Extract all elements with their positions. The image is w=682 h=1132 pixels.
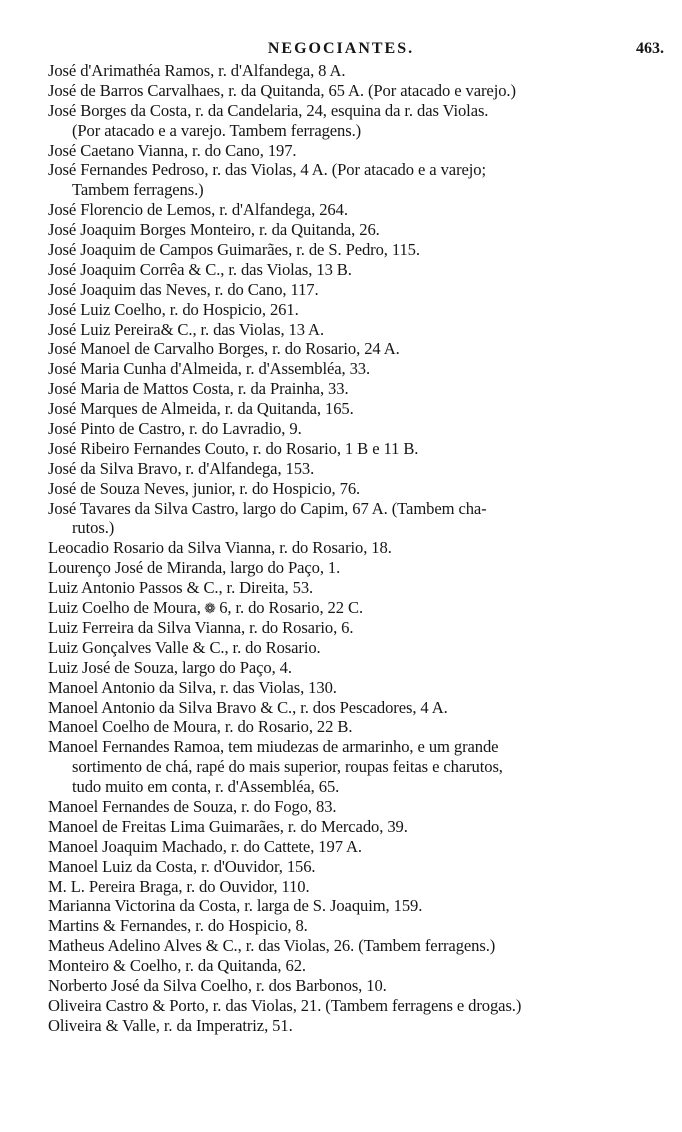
merchant-entry [48, 399, 638, 419]
merchant-entry [48, 996, 638, 1016]
merchant-entry [48, 976, 638, 996]
entry-line: Luiz Antonio Passos & C., r. Direita, 53. [48, 578, 314, 598]
entry-line: Manoel Fernandes Ramoa, tem miudezas de armarinho, e um grande [48, 737, 499, 757]
merchant-entry [48, 797, 638, 817]
entry-line: Oliveira Castro & Porto, r. das Violas, 21. (Tambem ferragens e drogas.) [48, 995, 522, 1015]
entry-line: José Borges da Costa, r. da Candelaria, 24, esquina da r. das Violas. [48, 100, 489, 120]
entry-line: Manoel Antonio da Silva Bravo & C., r. dos Pescadores, 4 A. [48, 697, 448, 717]
entry-line: José Maria de Mattos Costa, r. da Prainha, 33. [48, 379, 349, 399]
entry-line: Martins & Fernandes, r. do Hospicio, 8. [48, 916, 308, 936]
entry-line: Manoel de Freitas Lima Guimarães, r. do Mercado, 39. [48, 816, 408, 836]
merchant-entry [48, 200, 638, 220]
entry-line: Marianna Victorina da Costa, r. larga de S. Joaquim, 159. [48, 896, 423, 916]
merchant-entry [48, 877, 638, 897]
merchant-entry [48, 817, 638, 837]
medal-icon: ❁ [200, 602, 220, 618]
merchant-entry [48, 598, 638, 618]
entry-line: José Florencio de Lemos, r. d'Alfandega, 264. [48, 200, 348, 220]
merchant-entry [48, 459, 638, 479]
merchant-entry [48, 896, 638, 916]
merchant-entry [48, 320, 638, 340]
merchant-entry [48, 300, 638, 320]
entry-line: José Caetano Vianna, r. do Cano, 197. [48, 140, 297, 160]
merchant-entry [48, 916, 638, 936]
merchant-entry [48, 339, 638, 359]
entry-line: José Joaquim Corrêa & C., r. das Violas, 13 B. [48, 259, 352, 279]
merchant-entry [48, 220, 638, 240]
entry-line: Manoel Luiz da Costa, r. d'Ouvidor, 156. [48, 856, 316, 876]
entry-line: Manoel Joaquim Machado, r. do Cattete, 197 A. [48, 836, 362, 856]
page-number: 463. [636, 40, 664, 57]
entry-text: Luiz Coelho de Moura, [48, 598, 201, 618]
entry-line: José Pinto de Castro, r. do Lavradio, 9. [48, 419, 302, 439]
merchant-entry [48, 160, 638, 200]
merchant-entry [48, 141, 638, 161]
merchant-entry [48, 837, 638, 857]
merchant-entry [48, 658, 638, 678]
entry-line: José Luiz Coelho, r. do Hospicio, 261. [48, 299, 299, 319]
merchant-entry [48, 419, 638, 439]
entry-line: Matheus Adelino Alves & C., r. das Violas, 26. (Tambem ferragens.) [48, 936, 496, 956]
entry-line: Manoel Fernandes de Souza, r. do Fogo, 83. [48, 796, 337, 816]
entry-text: 6, r. do Rosario, 22 C. [219, 598, 364, 618]
merchant-entry [48, 638, 638, 658]
entry-continuation-line: tudo muito em conta, r. d'Assembléa, 65. [72, 777, 340, 797]
merchant-entry [48, 479, 638, 499]
merchant-entry [48, 678, 638, 698]
merchant-entry [48, 260, 638, 280]
merchant-entry [48, 499, 638, 539]
entry-continuation-line: Tambem ferragens.) [72, 180, 204, 200]
merchant-entry [48, 280, 638, 300]
entry-line: José Manoel de Carvalho Borges, r. do Rosario, 24 A. [48, 339, 400, 359]
entry-line: Luiz Ferreira da Silva Vianna, r. do Rosario, 6. [48, 617, 354, 637]
entry-line: José de Barros Carvalhaes, r. da Quitanda, 65 A. (Por atacado e varejo.) [48, 80, 516, 100]
entry-line: José Tavares da Silva Castro, largo do Capim, 67 A. (Tambem cha- [48, 498, 487, 518]
entry-line: José d'Arimathéa Ramos, r. d'Alfandega, 8 A. [48, 61, 346, 80]
merchant-entry [48, 618, 638, 638]
merchant-entry [48, 936, 638, 956]
merchant-entry [48, 578, 638, 598]
entry-line: José da Silva Bravo, r. d'Alfandega, 153. [48, 458, 315, 478]
merchant-entry [48, 538, 638, 558]
entry-line: Norberto José da Silva Coelho, r. dos Barbonos, 10. [48, 975, 387, 995]
entry-line: José de Souza Neves, junior, r. do Hospicio, 76. [48, 478, 361, 498]
entry-line: José Maria Cunha d'Almeida, r. d'Assembléa, 33. [48, 359, 371, 379]
entry-line: Lourenço José de Miranda, largo do Paço, 1. [48, 558, 341, 578]
entry-continuation-line: (Por atacado e a varejo. Tambem ferragens.) [72, 120, 362, 140]
entry-line: Manoel Antonio da Silva, r. das Violas, 130. [48, 677, 337, 697]
entry-line: José Marques de Almeida, r. da Quitanda, 165. [48, 399, 354, 419]
entry-line: M. L. Pereira Braga, r. do Ouvidor, 110. [48, 876, 310, 896]
entry-line: Oliveira & Valle, r. da Imperatriz, 51. [48, 1015, 293, 1035]
merchant-entry [48, 558, 638, 578]
merchant-entry [48, 379, 638, 399]
entry-line: José Luiz Pereira& C., r. das Violas, 13 A. [48, 319, 324, 339]
merchant-entry [48, 698, 638, 718]
merchant-entry [48, 439, 638, 459]
entry-line: Monteiro & Coelho, r. da Quitanda, 62. [48, 956, 306, 976]
merchant-entry [48, 359, 638, 379]
merchant-entry [48, 717, 638, 737]
merchant-entry [48, 857, 638, 877]
merchant-list [48, 61, 638, 1036]
entry-line: José Ribeiro Fernandes Couto, r. do Rosario, 1 B e 11 B. [48, 438, 419, 458]
merchant-entry [48, 737, 638, 797]
entry-continuation-line: sortimento de chá, rapé do mais superior, roupas feitas e charutos, [72, 757, 503, 777]
merchant-entry [48, 101, 638, 141]
merchant-entry [48, 61, 638, 81]
section-title: NEGOCIANTES. [267, 40, 415, 57]
entry-line: Manoel Coelho de Moura, r. do Rosario, 22 B. [48, 717, 353, 737]
merchant-entry [48, 1016, 638, 1036]
entry-line: José Joaquim das Neves, r. do Cano, 117. [48, 279, 319, 299]
entry-line: Luiz Gonçalves Valle & C., r. do Rosario. [48, 637, 321, 657]
merchant-entry [48, 956, 638, 976]
entry-line: José Fernandes Pedroso, r. das Violas, 4 A. (Por atacado e a varejo; [48, 160, 486, 180]
merchant-entry [48, 81, 638, 101]
merchant-entry [48, 240, 638, 260]
entry-line: José Joaquim de Campos Guimarães, r. de S. Pedro, 115. [48, 240, 420, 260]
entry-line: Luiz José de Souza, largo do Paço, 4. [48, 657, 292, 677]
entry-line [48, 598, 638, 618]
entry-line: José Joaquim Borges Monteiro, r. da Quitanda, 26. [48, 220, 380, 240]
entry-line: Leocadio Rosario da Silva Vianna, r. do Rosario, 18. [48, 538, 392, 558]
entry-continuation-line: rutos.) [72, 518, 115, 538]
